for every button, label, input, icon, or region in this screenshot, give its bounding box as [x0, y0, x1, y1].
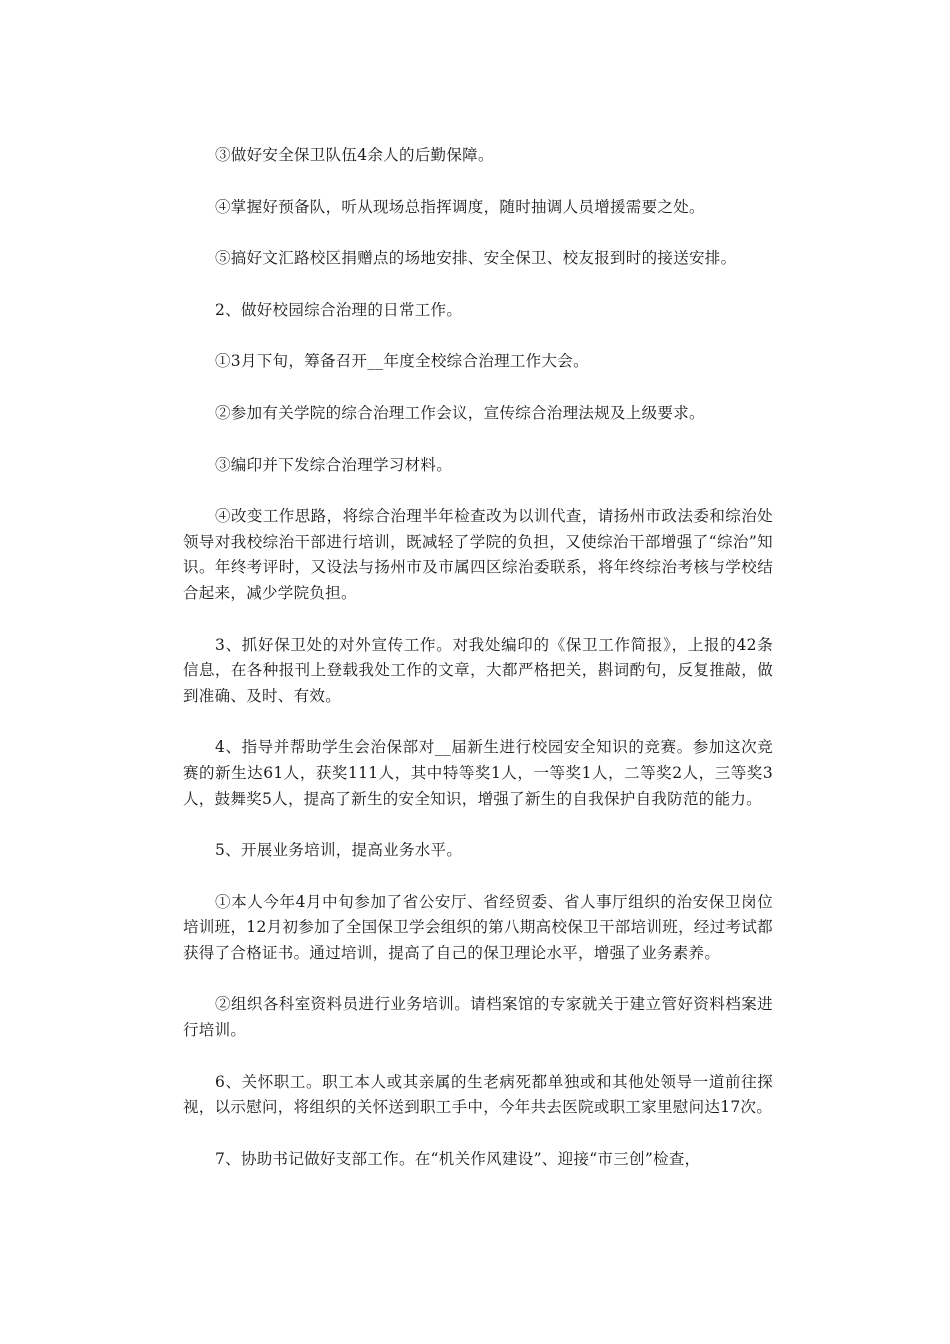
document-body — [183, 143, 773, 1198]
paragraph-study-materials: ③编印并下发综合治理学习材料。 — [215, 455, 453, 474]
paragraph-section-5-heading: 5、开展业务培训，提高业务水平。 — [215, 841, 463, 860]
paragraph-section-6-care: 6、关怀职工。职工本人或其亲属的生老病死都单独或和其他处领导一道前往探视，以示慰问，将组织的关怀送到职工手中，今年共去医院或职工家里慰问达17次。 — [183, 1072, 773, 1117]
paragraph-college-meetings: ②参加有关学院的综合治理工作会议，宣传综合治理法规及上级要求。 — [215, 403, 705, 422]
paragraph-section-7-party-branch: 7、协助书记做好支部工作。在“机关作风建设”、迎接“市三创”检查， — [215, 1149, 701, 1168]
paragraph-donation-site-arrangement: ⑤搞好文汇路校区捐赠点的场地安排、安全保卫、校友报到时的接送安排。 — [215, 249, 737, 268]
paragraph-section-2-heading: 2、做好校园综合治理的日常工作。 — [215, 300, 463, 319]
paragraph-training-instead-of-inspection: ④改变工作思路，将综合治理半年检查改为以训代查，请扬州市政法委和综治处领导对我校综治干部进行培训，既减轻了学院的负担，又使综治干部增强了“综治”知识。年终考评时，又设法与扬州市及市属四区综治委联系，将年终综治考核与学校结合起来，减少学院负担。 — [183, 507, 773, 602]
paragraph-section-4-competition: 4、指导并帮助学生会治保部对__届新生进行校园安全知识的竞赛。参加这次竞赛的新生达61人，获奖111人，其中特等奖1人，一等奖1人，二等奖2人，三等奖3人，鼓舞奖5人，提高了新生的安全知识，增强了新生的自我保护自我防范的能力。 — [183, 738, 773, 808]
paragraph-section-3-publicity: 3、抓好保卫处的对外宣传工作。对我处编印的《保卫工作简报》，上报的42条信息，在各种报刊上登载我处工作的文章，大都严格把关，斟词酌句，反复推敲，做到准确、及时、有效。 — [183, 635, 773, 705]
paragraph-staff-training: ②组织各科室资料员进行业务培训。请档案馆的专家就关于建立管好资料档案进行培训。 — [183, 995, 773, 1040]
paragraph-reserve-team: ④掌握好预备队，听从现场总指挥调度，随时抽调人员增援需要之处。 — [215, 197, 705, 216]
paragraph-personal-training: ①本人今年4月中旬参加了省公安厅、省经贸委、省人事厅组织的治安保卫岗位培训班，12月初参加了全国保卫学会组织的第八期高校保卫干部培训班，经过考试都获得了合格证书。通过培训，提高了自己的保卫理论水平，增强了业务素养。 — [183, 892, 773, 962]
paragraph-security-team-logistics: ③做好安全保卫队伍4余人的后勤保障。 — [215, 146, 494, 164]
paragraph-annual-meeting: ①3月下旬，筹备召开__年度全校综合治理工作大会。 — [215, 352, 589, 371]
